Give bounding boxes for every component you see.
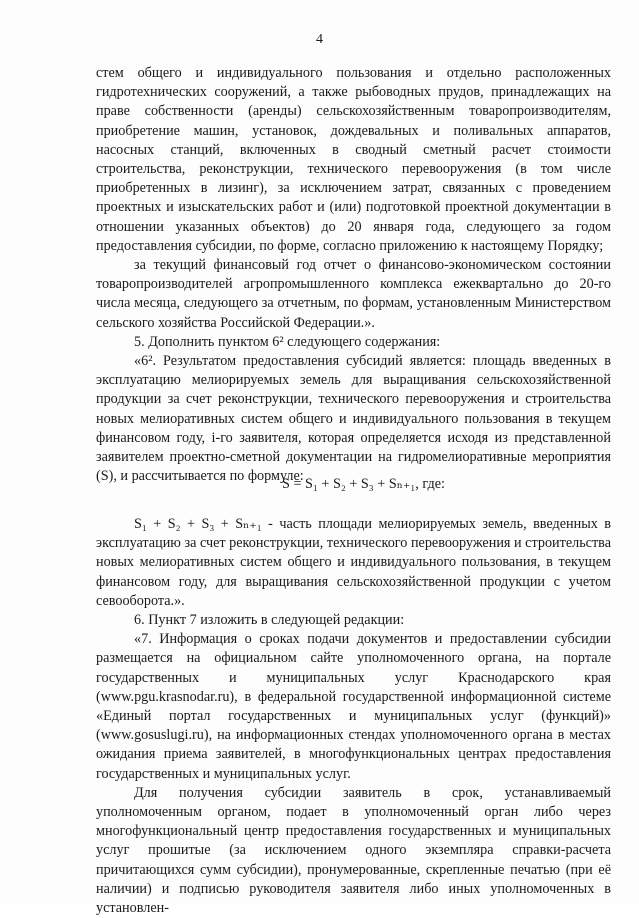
- text-section-2: [96, 515, 611, 918]
- paragraph-item-6-2: «6². Результатом предоставления субсидий является: площадь введенных в эксплуатацию мелиорируемых земель для выращивания сельскохозяйственной продукции за счет реконструкции, технического перевооружения и строительства новых мелиоративных систем общего и индивидуального пользования в текущем финансовом году, i-го заявителя, которая определяется исходя из представленной заявителем проектно-сметной документации на гидромелиоративные мероприятия (S), и рассчитывается по формуле:: [96, 353, 611, 485]
- paragraph-financial-report: за текущий финансовый год отчет о финансово-экономическом состоянии товаропроизводителей агропромышленного комплекса ежеквартально до 20-го числа месяца, следующего за отчетным, по формам, установленным Министерством сельского хозяйства Российской Федерации.».: [96, 257, 611, 331]
- area-formula: S = S₁ + S₂ + S₃ + Sₙ₊₁, где:: [282, 476, 445, 492]
- text-section-1: [96, 64, 611, 486]
- paragraph-item-5: 5. Дополнить пунктом 6² следующего содержания:: [134, 333, 441, 350]
- paragraph-formula-explanation: S₁ + S₂ + S₃ + Sₙ₊₁ - часть площади мелиорируемых земель, введенных в эксплуатацию за счет реконструкции, технического перевооружения и строительства новых мелиоративных систем общего и индивидуального пользования, в текущем финансовом году, для выращивания сельскохозяйственной продукции с учетом севооборота.».: [96, 516, 611, 609]
- page-number: 4: [316, 32, 323, 47]
- paragraph-item-7: «7. Информация о сроках подачи документов и предоставлении субсидии размещается на официальном сайте уполномоченного органа, на портале государственных и муниципальных услуг Краснодарского края (www.pgu.krasnodar.ru), в федеральной государственной информационной системе «Единый портал государственных и муниципальных услуг (функций)» (www.gosuslugi.ru), на информационных стендах уполномоченного органа в местах ожидания приема заявителей, в многофункциональных центрах предоставления государственных и муниципальных услуг.: [96, 631, 611, 782]
- paragraph-subsidy-application: Для получения субсидии заявитель в срок, устанавливаемый уполномоченным органом, подает в уполномоченный орган либо через многофункциональный центр предоставления государственных и муниципальных услуг прошитые (за исключением одного экземпляра справки-расчета причитающихся сумм субсидии), пронумерованные, скрепленные печатью (при её наличии) и подписью руководителя заявителя либо иных уполномоченных в установлен-: [96, 784, 611, 917]
- paragraph-item-6: 6. Пункт 7 изложить в следующей редакции:: [134, 612, 405, 629]
- paragraph-continuation: стем общего и индивидуального пользования и отдельно расположенных гидротехнических сооружений, а также рыбоводных прудов, принадлежащих на праве собственности (аренды) сельскохозяйственным товаропроизводителям, приобретение машин, установок, дождевальных и поливальных аппаратов, насосных станций, включенных в сводный сметный расчет стоимости строительства, реконструкции, технического перевооружения (в том числе приобретенных в лизинг), за исключением затрат, связанных с проведением проектных и изыскательских работ и (или) подготовкой проектной документации в отношении указанных объектов) до 20 января года, следующего за годом предоставления субсидии, по форме, согласно приложению к настоящему Порядку;: [96, 65, 611, 254]
